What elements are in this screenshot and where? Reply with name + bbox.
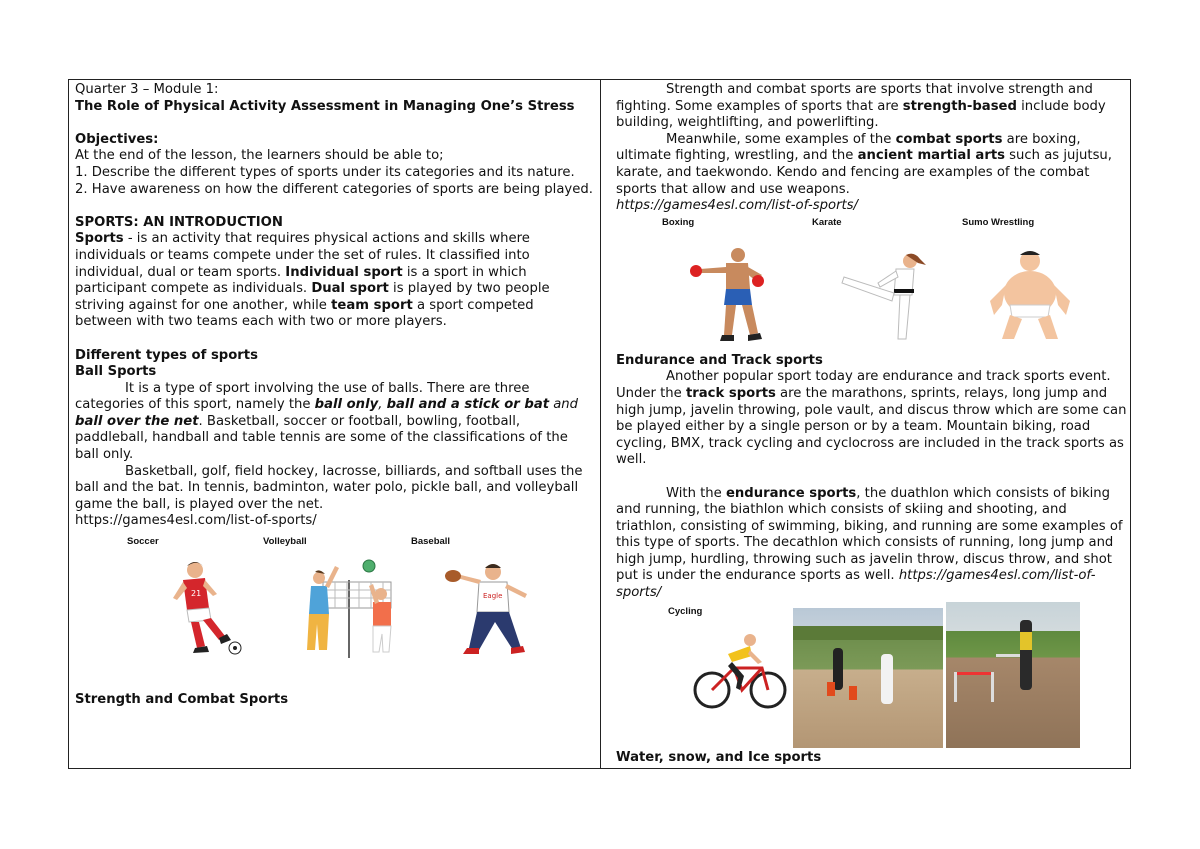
boxer-illustration [686,245,786,345]
intro-paragraph: Sports - is an activity that requires physical actions and skills where individuals or teams compete under the set of rules. It classified into individual, dual or team sports. Individual sport is a sport in which participant compete as individuals. Dual sport is played by two people striving against for one another, while team sport a sport competed between with two teams each with two or more players. [75,231,550,330]
cyclist-illustration [692,632,788,712]
karate-illustration [834,245,934,345]
endurance-track-heading: Endurance and Track sports [616,352,823,368]
cycling-label: Cycling [668,605,703,617]
track-event-photo [793,608,943,748]
right-column [616,82,1128,766]
objectives-intro: At the end of the lesson, the learners should be able to; [75,148,444,164]
endurance-paragraph: With the endurance sports, the duathlon which consists of biking and running, the biathlon which consists of skiing and shooting, and triathlon, consisting of swimming, biking, and running are some examples of this type of sports. The decathlon which consists of running, long jump and high jump, hurdling, throwing such as javelin throw, discus throw, and shot put is under the endurance sports as well. https://games4esl.com/list-of-sports/ [616,485,1123,601]
ball-sports-paragraph-2: Basketball, golf, field hockey, lacrosse, billiards, and softball uses the ball and the bat. In tennis, badminton, water polo, pickle ball, and volleyball game the ball, is played over the net. [75,463,583,512]
quarter-label: Quarter 3 – Module 1: [75,82,219,97]
ball-sports-images [75,530,593,692]
volleyball-illustration [285,558,415,668]
module-title: The Role of Physical Activity Assessment in Managing One’s Stress [75,98,575,114]
combat-sports-images [616,215,1128,353]
track-paragraph: Another popular sport today are endurance and track sports event. Under the track sports are the marathons, sprints, relays, long jump and high jump, javelin throwing, pole vault, and discus throw which are some can be played either by a single person or by a team. Mountain biking, road cycling, BMX, track cycling and cyclocross are included in the track sports as well. [616,369,1127,468]
intro-heading: SPORTS: AN INTRODUCTION [75,214,283,230]
svg-text:21: 21 [191,589,202,599]
hurdles-photo [946,602,1080,748]
source-link[interactable]: https://games4esl.com/list-of-sports/ [75,513,317,529]
combat-paragraph: Meanwhile, some examples of the combat sports are boxing, ultimate fighting, wrestling, and the ancient martial arts such as jujutsu, karate, and taekwondo. Kendo and fencing are examples of the combat sports that allow and use weapons. [616,131,1112,197]
soccer-label: Soccer [127,536,159,548]
strength-paragraph: Strength and combat sports are sports that involve strength and fighting. Some examples of sports that are strength-based include body building, weightlifting, and powerlifting. [616,82,1106,131]
strength-combat-heading: Strength and Combat Sports [75,692,289,708]
source-link[interactable]: https://games4esl.com/list-of-sports/ [616,568,1096,601]
column-divider [600,80,601,768]
boxing-label: Boxing [662,216,695,228]
ball-sports-paragraph: It is a type of sport involving the use of balls. There are three categories of this sport, namely the ball only, ball and a stick or bat and ball over the net. Basketball, soccer or football, bowling, football, paddleball, handball and table tennis are some of the classifications of the ball only. [75,380,579,463]
ball-sports-heading: Ball Sports [75,364,157,380]
source-link[interactable]: https://games4esl.com/list-of-sports/ [616,198,858,214]
soccer-player-illustration [165,558,255,658]
endurance-images [616,602,1128,748]
sumo-wrestling-label: Sumo Wrestling [962,216,1035,228]
svg-text:Eagle: Eagle [483,592,503,601]
objective-item: 1. Describe the different types of sports under its categories and its nature. [75,164,575,180]
types-heading: Different types of sports [75,347,258,363]
left-column [75,82,593,709]
sumo-wrestler-illustration [980,245,1080,345]
objective-item: 2. Have awareness on how the different categories of sports are being played. [75,181,593,197]
volleyball-label: Volleyball [263,536,307,548]
baseball-label: Baseball [411,536,451,548]
baseball-player-illustration [443,558,543,658]
water-snow-ice-heading: Water, snow, and Ice sports [616,749,822,765]
karate-label: Karate [812,216,842,228]
module-page [68,79,1131,769]
objectives-heading: Objectives: [75,131,159,147]
